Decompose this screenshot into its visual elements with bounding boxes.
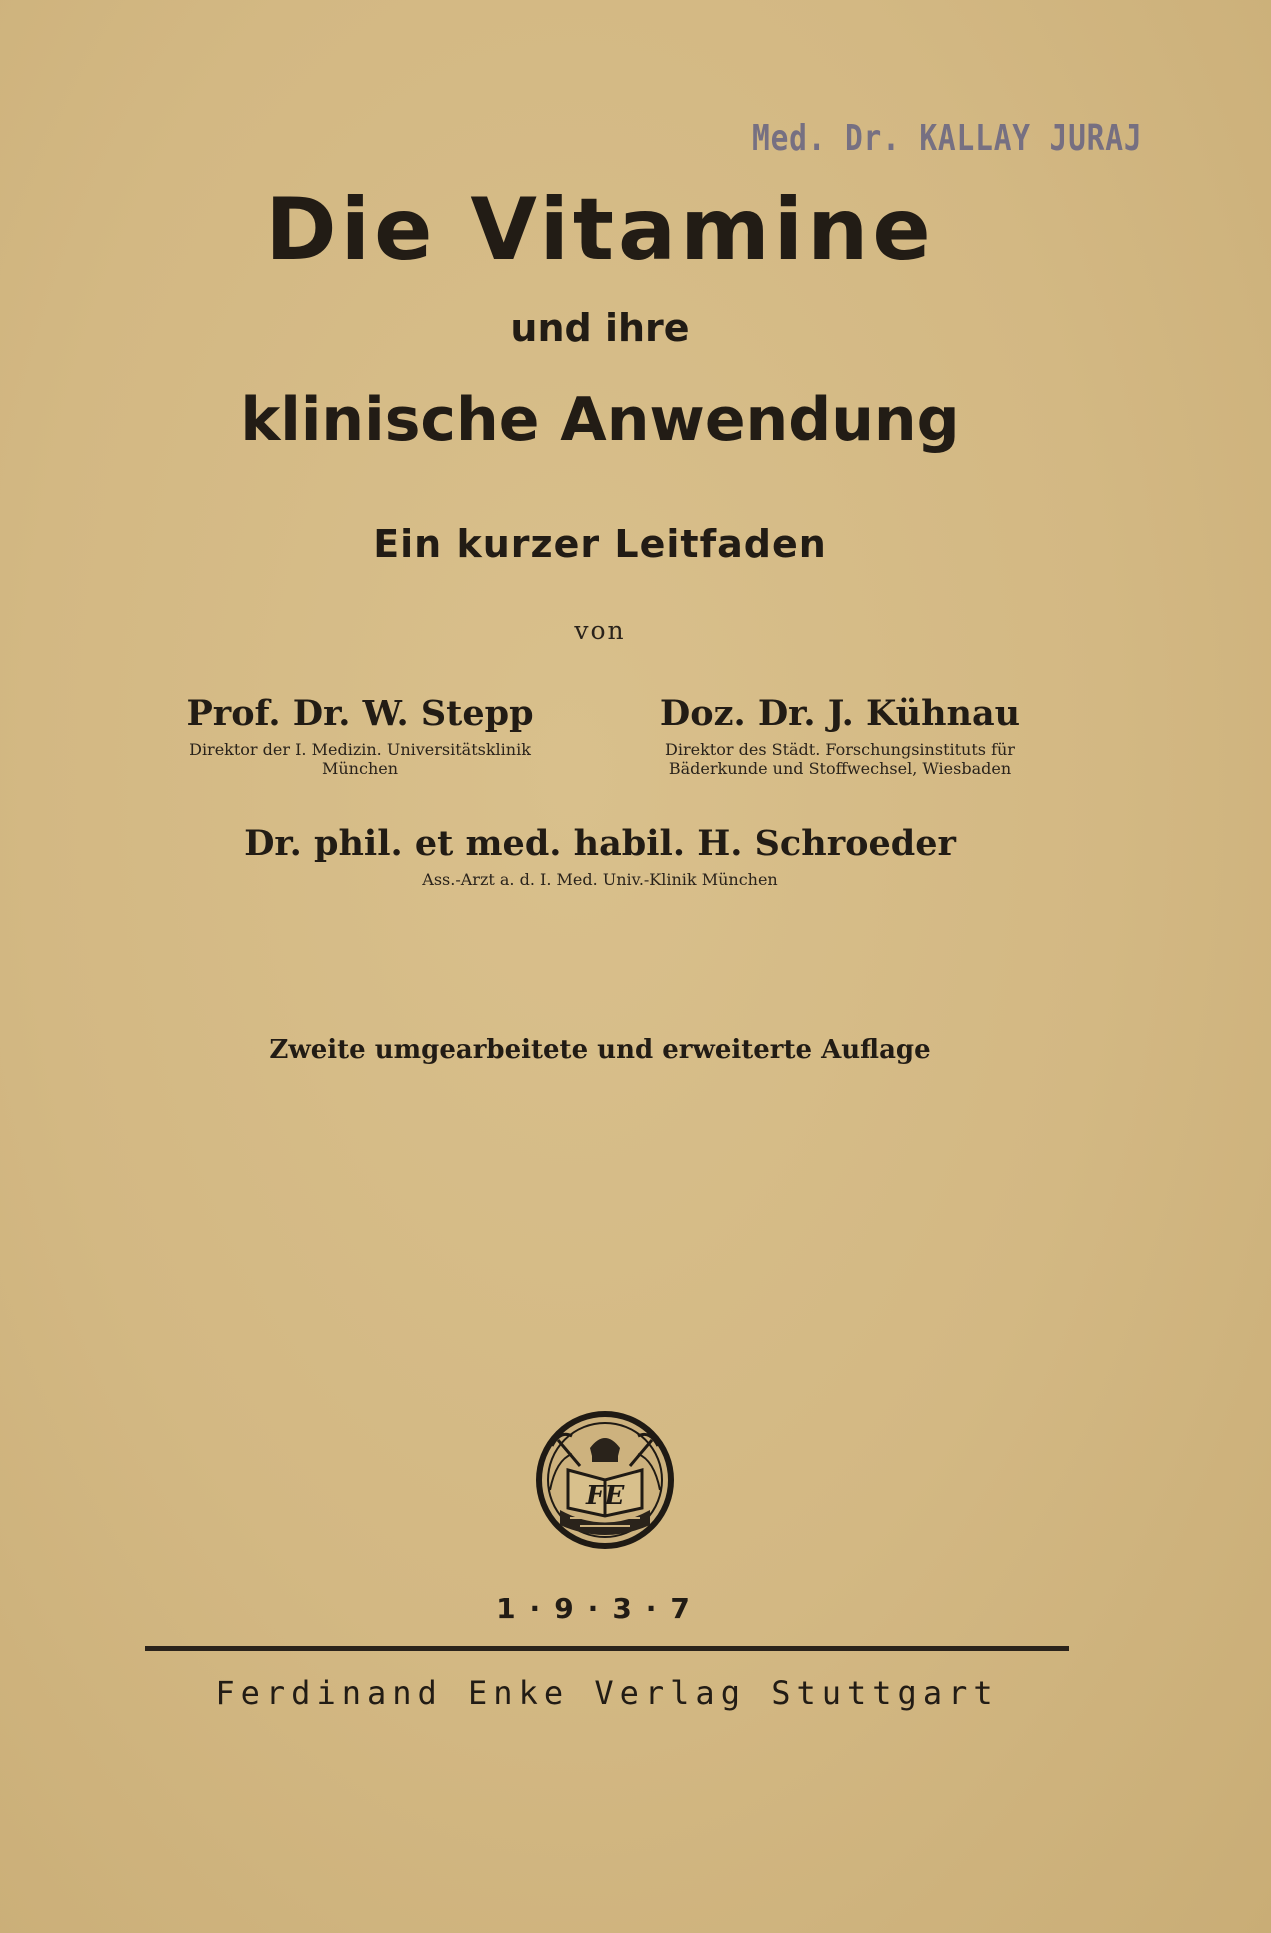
author-affiliation: Direktor des Städt. Forschungsinstituts für: [665, 740, 1015, 759]
edition-statement: Zweite umgearbeitete und erweiterte Auflage: [269, 1035, 931, 1065]
author-affiliation: München: [321, 759, 399, 778]
author-name: Dr. phil. et med. habil. H. Schroeder: [244, 823, 956, 864]
author-stepp: [150, 693, 570, 778]
author-name: Doz. Dr. J. Kühnau: [659, 693, 1021, 734]
emblem-monogram: FE: [586, 1481, 625, 1511]
publisher-emblem-icon: [530, 1400, 680, 1550]
author-schroeder: [200, 823, 1000, 889]
book-title: Die Vitamine: [265, 180, 935, 280]
author-affiliation: Ass.-Arzt a. d. I. Med. Univ.-Klinik München: [422, 870, 778, 889]
publisher-name: Ferdinand Enke Verlag Stuttgart: [215, 1674, 999, 1712]
subtitle-line-1: und ihre: [510, 306, 690, 350]
by-label: von: [574, 616, 626, 645]
author-kuehnau: [630, 693, 1050, 778]
divider-rule: [145, 1646, 1069, 1651]
subtitle-line-3: Ein kurzer Leitfaden: [373, 522, 827, 566]
author-affiliation: Bäderkunde und Stoffwechsel, Wiesbaden: [668, 759, 1012, 778]
owner-stamp: Med. Dr. KALLAY JURAJ: [752, 118, 1143, 159]
subtitle-line-2: klinische Anwendung: [240, 385, 960, 455]
publication-year: 1·9·3·7: [496, 1592, 704, 1625]
author-name: Prof. Dr. W. Stepp: [186, 693, 534, 734]
author-affiliation: Direktor der I. Medizin. Universitätsklinik: [189, 740, 531, 759]
